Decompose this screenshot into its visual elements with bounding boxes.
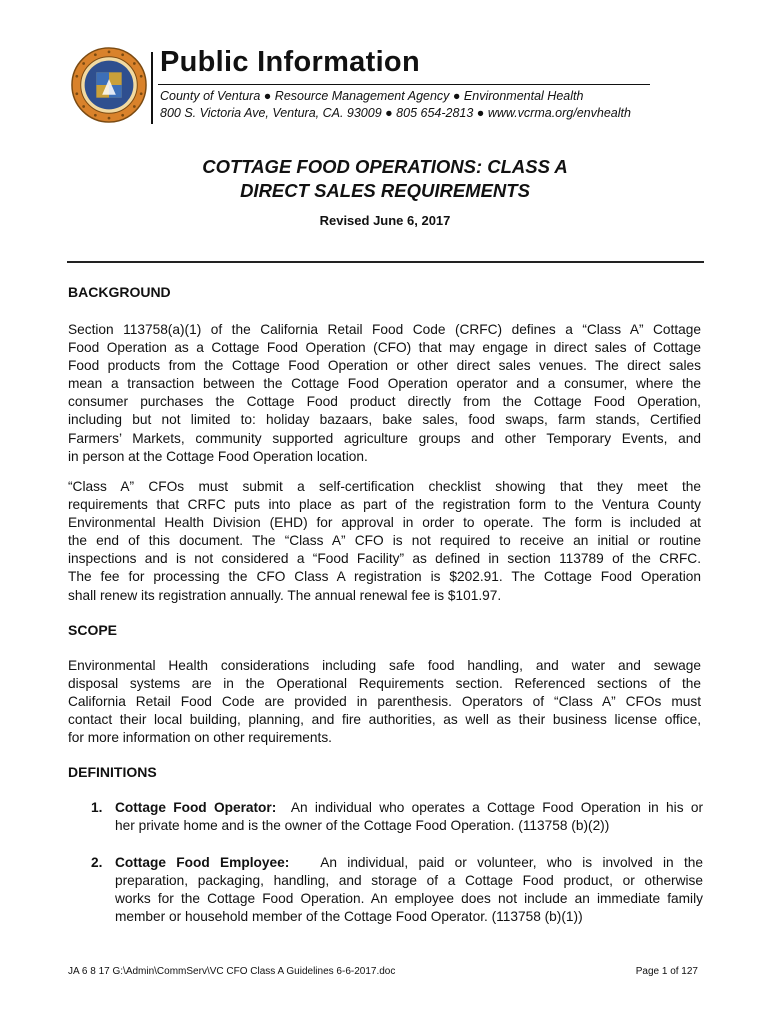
- header-divider: [158, 84, 650, 85]
- definitions-heading: DEFINITIONS: [68, 764, 157, 780]
- county-seal-logo: [70, 46, 148, 124]
- document-title-line-1: COTTAGE FOOD OPERATIONS: CLASS A: [202, 156, 568, 177]
- header-title: Public Information: [160, 46, 420, 78]
- header-address-line: 800 S. Victoria Ave, Ventura, CA. 93009 ● 805 654-2813 ● www.vcrma.org/envhealth: [160, 106, 631, 120]
- header-divider-vertical: [151, 52, 153, 124]
- footer-page-number: Page 1 of 127: [635, 966, 698, 977]
- document-title-line-2: DIRECT SALES REQUIREMENTS: [240, 180, 530, 201]
- revised-date: Revised June 6, 2017: [319, 213, 451, 228]
- document-title: [0, 155, 770, 203]
- scope-paragraph: Environmental Health considerations including safe food handling, and water and sewage disposal systems are in the Operational Requirements section. Referenced sections of the California Retail Food Code are provided in parenthesis. Operators of “Class A” CFOs must contact their local building, planning, and fire authorities, as well as their business license office, for more information on other requirements.: [68, 658, 701, 746]
- definition-item: 2. Cottage Food Employee: An individual, paid or volunteer, who is involved in the preparation, packaging, handling, and storage of a Cottage Food product, or otherwise works for the Cottage Food Operation. An employee does not include an immediate family member or household member of the Cottage Food Operator. (113758 (b)(1)): [91, 855, 703, 925]
- definition-item: 1. Cottage Food Operator: An individual who operates a Cottage Food Operation in his or her private home and is the owner of the Cottage Food Operation. (113758 (b)(2)): [91, 800, 704, 834]
- scope-heading: SCOPE: [68, 622, 118, 638]
- section-divider: [67, 261, 704, 263]
- background-paragraph-1: Section 113758(a)(1) of the California Retail Food Code (CRFC) defines a “Class A” Cottage Food Operation as a Cottage Food Operation (CFO) that may engage in direct sales of Cottage Food products from the Cottage Food Operation or other direct sales venues. The direct sales mean a transaction between the Cottage Food Operation operator and a consumer, where the consumer purchases the Cottage Food product directly from the Cottage Food Operation, including but not limited to: holiday bazaars, bake sales, food swaps, farm stands, Certified Farmers’ Markets, community supported agriculture groups and other Temporary Events, and in person at the Cottage Food Operation location.: [68, 322, 701, 464]
- background-heading: BACKGROUND: [68, 284, 171, 300]
- footer-file-path: JA 6 8 17 G:\Admin\CommServ\VC CFO Class A Guidelines 6-6-2017.doc: [68, 966, 396, 977]
- background-paragraph-2: “Class A” CFOs must submit a self-certification checklist showing that they meet the requirements that CRFC puts into place as part of the registration form to the Ventura County Environmental Health Division (EHD) for approval in order to operate. The form is included at the end of this document. The “Class A” CFO is not required to receive an initial or routine inspections and is not considered a “Food Facility” as defined in section 113789 of the CRFC. The fee for processing the CFO Class A registration is $202.91. The Cottage Food Operation shall renew its registration annually. The annual renewal fee is $101.97.: [68, 479, 701, 603]
- header-agency-line: County of Ventura ● Resource Management Agency ● Environmental Health: [160, 89, 584, 103]
